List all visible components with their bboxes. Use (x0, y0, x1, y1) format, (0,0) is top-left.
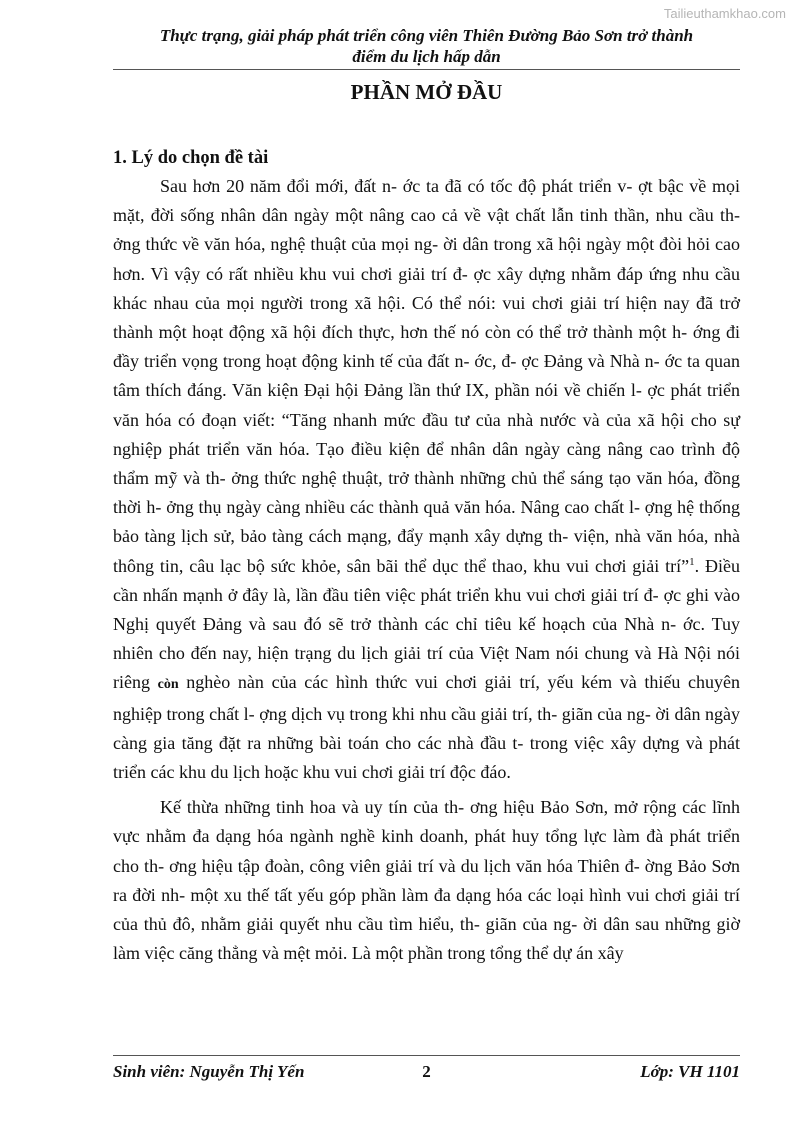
footer-class: Lớp: VH 1101 (640, 1062, 740, 1081)
paragraph-1-part-a: Sau hơn 20 năm đổi mới, đất n- ớc ta đã có tốc độ phát triển v- ợt bậc về mọi mặt, đời sống nhân dân ngày một nâng cao cả về vật chất lẫn tinh thần, nhu cầu th- ởng thức về văn hóa, nghệ thuật của mọi ng- ời dân trong xã hội ngày một đòi hỏi cao hơn. Vì vậy có rất nhiều khu vui chơi giải trí đ- ợc xây dựng nhằm đáp ứng nhu cầu khác nhau của mọi người trong xã hội. Có thể nói: vui chơi giải trí hiện nay đã trở thành một hoạt động xã hội đích thực, hơn thế nó còn có thể trở thành một h- ớng đi đầy triển vọng trong hoạt động kinh tế của đất n- ớc, đ- ợc Đảng và Nhà n- ớc ta quan tâm thích đáng. Văn kiện Đại hội Đảng lần thứ IX, phần nói về chiến l- ợc phát triển văn hóa có đoạn viết: “Tăng nhanh mức đầu tư của nhà nước và của xã hội cho sự nghiệp phát triển văn hóa. Tạo điều kiện để nhân dân ngày càng nâng cao trình độ thẩm mỹ và th- ởng thức nghệ thuật, trở thành những chủ thể sáng tạo văn hóa, đồng thời h- ởng thụ ngày càng nhiều các thành quả văn hóa. Nâng cao chất l- ợng hệ thống bảo tàng lịch sử, bảo tàng cách mạng, đẩy mạnh xây dựng th- viện, nhà văn hóa, nhà thông tin, câu lạc bộ sức khỏe, sân bãi thể dục thể thao, khu vui chơi giải trí” (113, 176, 740, 576)
paragraph-1-part-c: nghèo nàn của các hình thức vui chơi giải trí, yếu kém và thiếu chuyên nghiệp trong chất l- ợng dịch vụ trong khi nhu cầu giải trí, th- giãn của ng- ời dân ngày càng gia tăng đặt ra những bài toán cho các nhà đầu t- trong việc xây dựng và phát triển các khu du lịch hoặc khu vui chơi giải trí độc đáo. (113, 672, 741, 783)
header-line-2: điểm du lịch hấp dẫn (352, 47, 501, 66)
footnote-marker[interactable]: 1 (689, 555, 695, 568)
running-header (113, 25, 740, 70)
footer-divider (113, 1055, 740, 1056)
bold-word: còn (157, 677, 179, 693)
body-text (113, 172, 740, 974)
section-title: 1. Lý do chọn đề tài (113, 148, 269, 168)
paragraph-2: Kế thừa những tinh hoa và uy tín của th- ơng hiệu Bảo Sơn, mở rộng các lĩnh vực nhằm đa dạng hóa ngành nghề kinh doanh, phát huy tổng lực làm đà phát triển cho th- ơng hiệu tập đoàn, công viên giải trí và du lịch văn hóa Thiên đ- ờng Bảo Sơn ra đời nh- một xu thế tất yếu góp phần làm đa dạng hóa các loại hình vui chơi giải trí của thủ đô, nhằm giải quyết nhu cầu tìm hiểu, th- giãn của ng- ời dân sau những giờ làm việc căng thẳng và mệt mỏi. Là một phần trong tổng thể dự án xây (113, 797, 740, 964)
header-line-1: Thực trạng, giải pháp phát triển công viên Thiên Đường Bảo Sơn trở thành (159, 26, 694, 45)
footer-page-number: 2 (422, 1062, 431, 1081)
footer-student: Sinh viên: Nguyễn Thị Yến (113, 1062, 305, 1081)
part-title: PHẦN MỞ ĐẦU (350, 80, 503, 104)
paragraph-1-part-b: . Điều cần nhấn mạnh ở đây là, lần đầu tiên việc phát triển khu vui chơi giải trí đ- ợc ghi vào Nghị quyết Đảng và sau đó sẽ trở thành các chỉ tiêu kế hoạch của Nhà n- ớc. Tuy nhiên cho đến nay, hiện trạng du lịch giải trí của Việt Nam nói chung và Hà Nội nói riêng (113, 555, 740, 693)
watermark-text: Tailieuthamkhao.com (663, 6, 786, 21)
paragraph-1 (113, 172, 740, 787)
